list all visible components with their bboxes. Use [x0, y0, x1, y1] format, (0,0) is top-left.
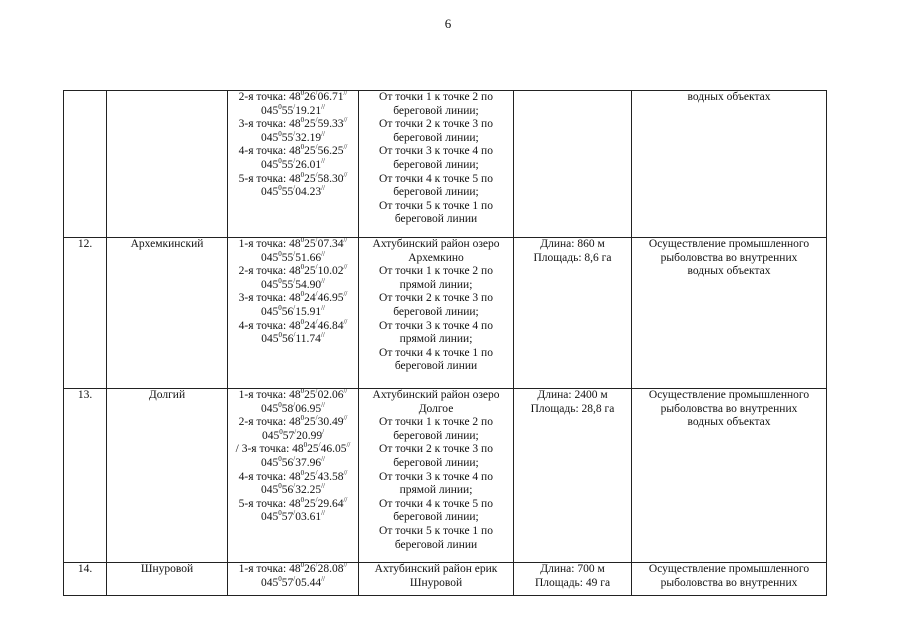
description-line: От точки 4 к точке 5 по	[379, 497, 493, 510]
table-row	[64, 238, 827, 389]
boundary-description	[359, 238, 514, 389]
description-line: Ахтубинский район озеро	[372, 238, 500, 250]
coordinate-mark: /	[315, 116, 318, 125]
description-line: береговой линии;	[393, 456, 479, 469]
table-row	[64, 389, 827, 563]
coordinate-mark: //	[343, 388, 348, 396]
coordinate-mark: //	[321, 482, 325, 491]
coordinate-line: 3-я точка: $48^025^/59.33^{//}$	[238, 116, 348, 131]
usage-line: рыболовства во внутренних	[660, 402, 798, 415]
coordinate-mark: //	[321, 157, 325, 166]
description-line: Ахтубинский район ерик	[374, 563, 498, 575]
description-line: Архемкино	[408, 251, 464, 264]
coordinate-line: 4-я точка: $48^025^/43.58^{//}$	[238, 468, 348, 483]
coordinate-mark: /	[293, 400, 296, 409]
coordinates-cell	[228, 238, 359, 389]
coordinate-line: $045^057^/05.44^{//}$	[261, 574, 325, 589]
coordinate-line: $045^056^/15.91^{//}$	[261, 304, 325, 318]
coordinate-mark: 0	[278, 331, 282, 340]
coordinate-mark: //	[321, 184, 325, 193]
coordinate-line: $045^055^/32.19^{//}$	[261, 129, 325, 144]
coordinate-mark: /	[322, 427, 325, 436]
coordinate-mark: /	[315, 170, 318, 179]
description-line: От точки 4 к точке 5 по	[379, 172, 493, 185]
coordinate-mark: //	[321, 249, 325, 258]
table-row	[64, 563, 827, 596]
description-line: От точки 3 к точке 4 по	[379, 470, 493, 483]
coordinate-mark: /	[293, 455, 296, 464]
size-cell	[514, 389, 632, 563]
coordinate-mark: /	[315, 143, 318, 152]
coordinate-line: 1-я точка: $48^026^/28.08^{//}$	[238, 562, 348, 575]
coordinate-mark: /	[293, 184, 296, 193]
coordinate-mark: //	[343, 90, 348, 98]
site-name	[107, 91, 228, 238]
coordinates-cell	[228, 563, 359, 596]
coordinate-line: $045^055^/19.21^{//}$	[261, 102, 325, 117]
coordinate-mark: 0	[300, 237, 305, 245]
row-number: 12.	[64, 238, 107, 389]
coordinate-mark: /	[315, 237, 318, 245]
row-number: 13.	[64, 389, 107, 563]
coordinate-mark: 0	[300, 143, 305, 152]
fishing-sites-table	[63, 90, 827, 596]
coordinate-line: 5-я точка: $48^025^/29.64^{//}$	[238, 495, 348, 510]
coordinate-mark: //	[321, 400, 325, 409]
coordinate-mark: //	[343, 414, 348, 423]
description-line: прямой линии;	[399, 333, 473, 346]
coordinate-mark: //	[343, 116, 348, 125]
description-line: береговой линии;	[393, 186, 479, 199]
coordinate-line: 1-я точка: $48^025^/02.06^{//}$	[238, 388, 348, 401]
description-line: береговой линии;	[393, 131, 479, 144]
coordinate-line: $045^058^/06.95^{//}$	[261, 400, 325, 415]
description-line: От точки 2 к точке 3 по	[379, 443, 493, 456]
coordinate-mark: 0	[300, 388, 305, 396]
coordinate-mark: /	[293, 509, 296, 518]
coordinate-mark: /	[293, 157, 296, 166]
coordinate-mark: 0	[300, 263, 305, 272]
site-name: Долгий	[107, 389, 228, 563]
coordinate-mark: /	[315, 90, 318, 98]
description-line: Шнуровой	[409, 576, 463, 589]
size-cell	[514, 238, 632, 389]
coordinate-line: 2-я точка: $48^025^/10.02^{//}$	[238, 263, 348, 278]
usage-line: водных объектах	[687, 265, 771, 278]
coordinate-mark: /	[315, 468, 318, 477]
coordinate-mark: 0	[303, 441, 308, 450]
coordinate-mark: //	[343, 495, 348, 504]
coordinate-mark: //	[343, 562, 348, 570]
row-number	[64, 91, 107, 238]
coordinate-mark: 0	[278, 129, 282, 138]
coordinate-mark: //	[321, 574, 325, 583]
size-line: Площадь: 8,6 га	[533, 251, 612, 264]
coordinate-mark: //	[321, 304, 325, 313]
size-cell	[514, 563, 632, 596]
coordinate-mark: /	[315, 562, 318, 570]
coordinate-mark: /	[293, 331, 296, 340]
coordinate-mark: 0	[300, 317, 305, 326]
description-line: От точки 3 к точке 4 по	[379, 319, 493, 332]
usage-cell	[632, 238, 827, 389]
coordinate-mark: //	[343, 317, 348, 326]
coordinates-cell	[228, 389, 359, 563]
coordinate-line: $045^056^/37.96^{//}$	[261, 455, 325, 469]
description-line: береговой линии;	[393, 104, 479, 117]
coordinate-line: $045^056^/32.25^{//}$	[261, 482, 325, 497]
coordinate-mark: //	[343, 237, 348, 245]
site-name: Шнуровой	[107, 563, 228, 596]
description-line: береговой линии	[394, 360, 478, 373]
usage-cell	[632, 91, 827, 238]
description-line: От точки 3 к точке 4 по	[379, 145, 493, 158]
coordinate-mark: //	[321, 455, 325, 464]
coordinate-line: $045^055^/54.90^{//}$	[261, 276, 325, 291]
usage-line: водных объектах	[687, 416, 771, 429]
coordinate-mark: 0	[278, 304, 282, 313]
size-line: Площадь: 28,8 га	[530, 402, 615, 415]
coordinate-line: 2-я точка: $48^026^/06.71^{//}$	[238, 90, 348, 103]
coordinate-mark: 0	[278, 184, 282, 193]
coordinate-mark: /	[315, 414, 318, 423]
coordinate-mark: 0	[278, 574, 282, 583]
description-line: От точки 5 к точке 1 по	[379, 524, 493, 537]
coordinate-line: 2-я точка: $48^025^/30.49^{//}$	[238, 414, 348, 429]
usage-line: рыболовства во внутренних	[660, 576, 798, 589]
coordinate-mark: 0	[278, 157, 282, 166]
coordinate-line: / 3-я точка: $48^025^/46.05^{//}$	[235, 441, 351, 456]
coordinate-line: 4-я точка: $48^024^/46.84^{//}$	[238, 317, 348, 332]
coordinate-mark: /	[293, 304, 296, 313]
coordinate-mark: /	[315, 317, 318, 326]
description-line: От точки 2 к точке 3 по	[379, 292, 493, 305]
coordinate-line: $045^055^/51.66^{//}$	[261, 249, 325, 264]
description-line: От точки 1 к точке 2 по	[379, 91, 493, 103]
coordinate-mark: /	[293, 574, 296, 583]
coordinate-mark: 0	[300, 414, 305, 423]
coordinate-mark: /	[315, 495, 318, 504]
description-line: береговой линии	[394, 538, 478, 551]
table-row	[64, 91, 827, 238]
description-line: От точки 1 к точке 2 по	[379, 416, 493, 429]
coordinate-mark: /	[293, 276, 296, 285]
coordinate-mark: /	[318, 441, 321, 450]
coordinate-mark: 0	[300, 290, 305, 299]
coordinate-line: 3-я точка: $48^024^/46.95^{//}$	[238, 290, 348, 305]
coordinate-line: 5-я точка: $48^025^/58.30^{//}$	[238, 170, 348, 185]
coordinate-mark: //	[321, 509, 325, 518]
description-line: От точки 5 к точке 1 по	[379, 199, 493, 212]
coordinate-mark: /	[293, 249, 296, 258]
coordinate-mark: //	[343, 290, 348, 299]
coordinate-mark: //	[320, 331, 325, 340]
description-line: береговой линии;	[393, 429, 479, 442]
coordinate-line: 4-я точка: $48^025^/56.25^{//}$	[238, 143, 348, 158]
table-body	[64, 91, 827, 596]
coordinate-line: $045^055^/26.01^{//}$	[261, 157, 325, 171]
coordinate-mark: 0	[278, 509, 282, 518]
coordinate-mark: 0	[278, 400, 282, 409]
boundary-description	[359, 389, 514, 563]
description-line: береговой линии;	[393, 158, 479, 171]
usage-line: Осуществление промышленного	[648, 389, 810, 401]
coordinate-mark: 0	[300, 495, 305, 504]
description-line: береговой линии	[394, 213, 478, 226]
coordinate-mark: /	[315, 388, 318, 396]
description-line: От точки 2 к точке 3 по	[379, 118, 493, 131]
coordinate-mark: //	[346, 441, 351, 450]
coordinate-line: $045^055^/04.23^{//}$	[261, 184, 325, 199]
coordinate-mark: 0	[300, 170, 305, 179]
usage-cell	[632, 563, 827, 596]
usage-line: Осуществление промышленного	[648, 238, 810, 250]
coordinate-mark: //	[321, 129, 325, 138]
description-line: От точки 1 к точке 2 по	[379, 265, 493, 278]
boundary-description	[359, 563, 514, 596]
coordinate-mark: //	[343, 468, 348, 477]
description-line: прямой линии;	[399, 278, 473, 291]
size-line: Длина: 2400 м	[537, 389, 608, 401]
coordinate-mark: //	[343, 263, 348, 272]
coordinate-mark: 0	[278, 482, 282, 491]
coordinate-mark: 0	[278, 276, 282, 285]
description-line: Долгое	[418, 402, 454, 415]
page-number: 6	[444, 16, 452, 31]
usage-line: рыболовства во внутренних	[660, 251, 798, 264]
coordinate-mark: //	[343, 143, 348, 152]
coordinate-mark: 0	[300, 90, 305, 98]
size-line: Длина: 700 м	[540, 563, 605, 575]
coordinate-mark: /	[293, 129, 296, 138]
description-line: береговой линии;	[393, 305, 479, 318]
coordinate-mark: //	[343, 170, 348, 179]
coordinate-mark: /	[293, 102, 296, 111]
coordinates-cell	[228, 91, 359, 238]
size-cell	[514, 91, 632, 238]
usage-line: Осуществление промышленного	[648, 563, 810, 575]
coordinate-mark: 0	[300, 116, 305, 125]
coordinate-mark: 0	[300, 468, 305, 477]
coordinate-mark: 0	[278, 249, 282, 258]
coordinate-mark: /	[293, 482, 296, 491]
coordinate-mark: 0	[278, 102, 282, 111]
coordinate-line: $045^056^/11.74^{//}$	[261, 331, 325, 346]
description-line: прямой линии;	[399, 484, 473, 497]
coordinate-line: 1-я точка: $48^025^/07.34^{//}$	[238, 237, 348, 250]
coordinate-mark: /	[315, 263, 318, 272]
coordinate-mark: 0	[279, 427, 283, 436]
coordinate-line: $045^057^/03.61^{//}$	[261, 509, 325, 524]
boundary-description	[359, 91, 514, 238]
coordinate-mark: 0	[300, 562, 305, 570]
coordinate-mark: /	[315, 290, 318, 299]
coordinate-mark: //	[321, 102, 325, 111]
size-line: Длина: 860 м	[540, 238, 605, 250]
row-number: 14.	[64, 563, 107, 596]
usage-line: водных объектах	[687, 91, 771, 103]
coordinate-mark: //	[321, 276, 325, 285]
description-line: От точки 4 к точке 1 по	[379, 346, 493, 359]
size-line: Площадь: 49 га	[534, 576, 611, 589]
coordinate-mark: /	[294, 427, 297, 436]
usage-cell	[632, 389, 827, 563]
coordinate-mark: 0	[278, 455, 282, 464]
coordinate-line: $045^057^/20.99^/$	[261, 427, 325, 442]
description-line: Ахтубинский район озеро	[372, 389, 500, 401]
site-name: Архемкинский	[107, 238, 228, 389]
description-line: береговой линии;	[393, 511, 479, 524]
